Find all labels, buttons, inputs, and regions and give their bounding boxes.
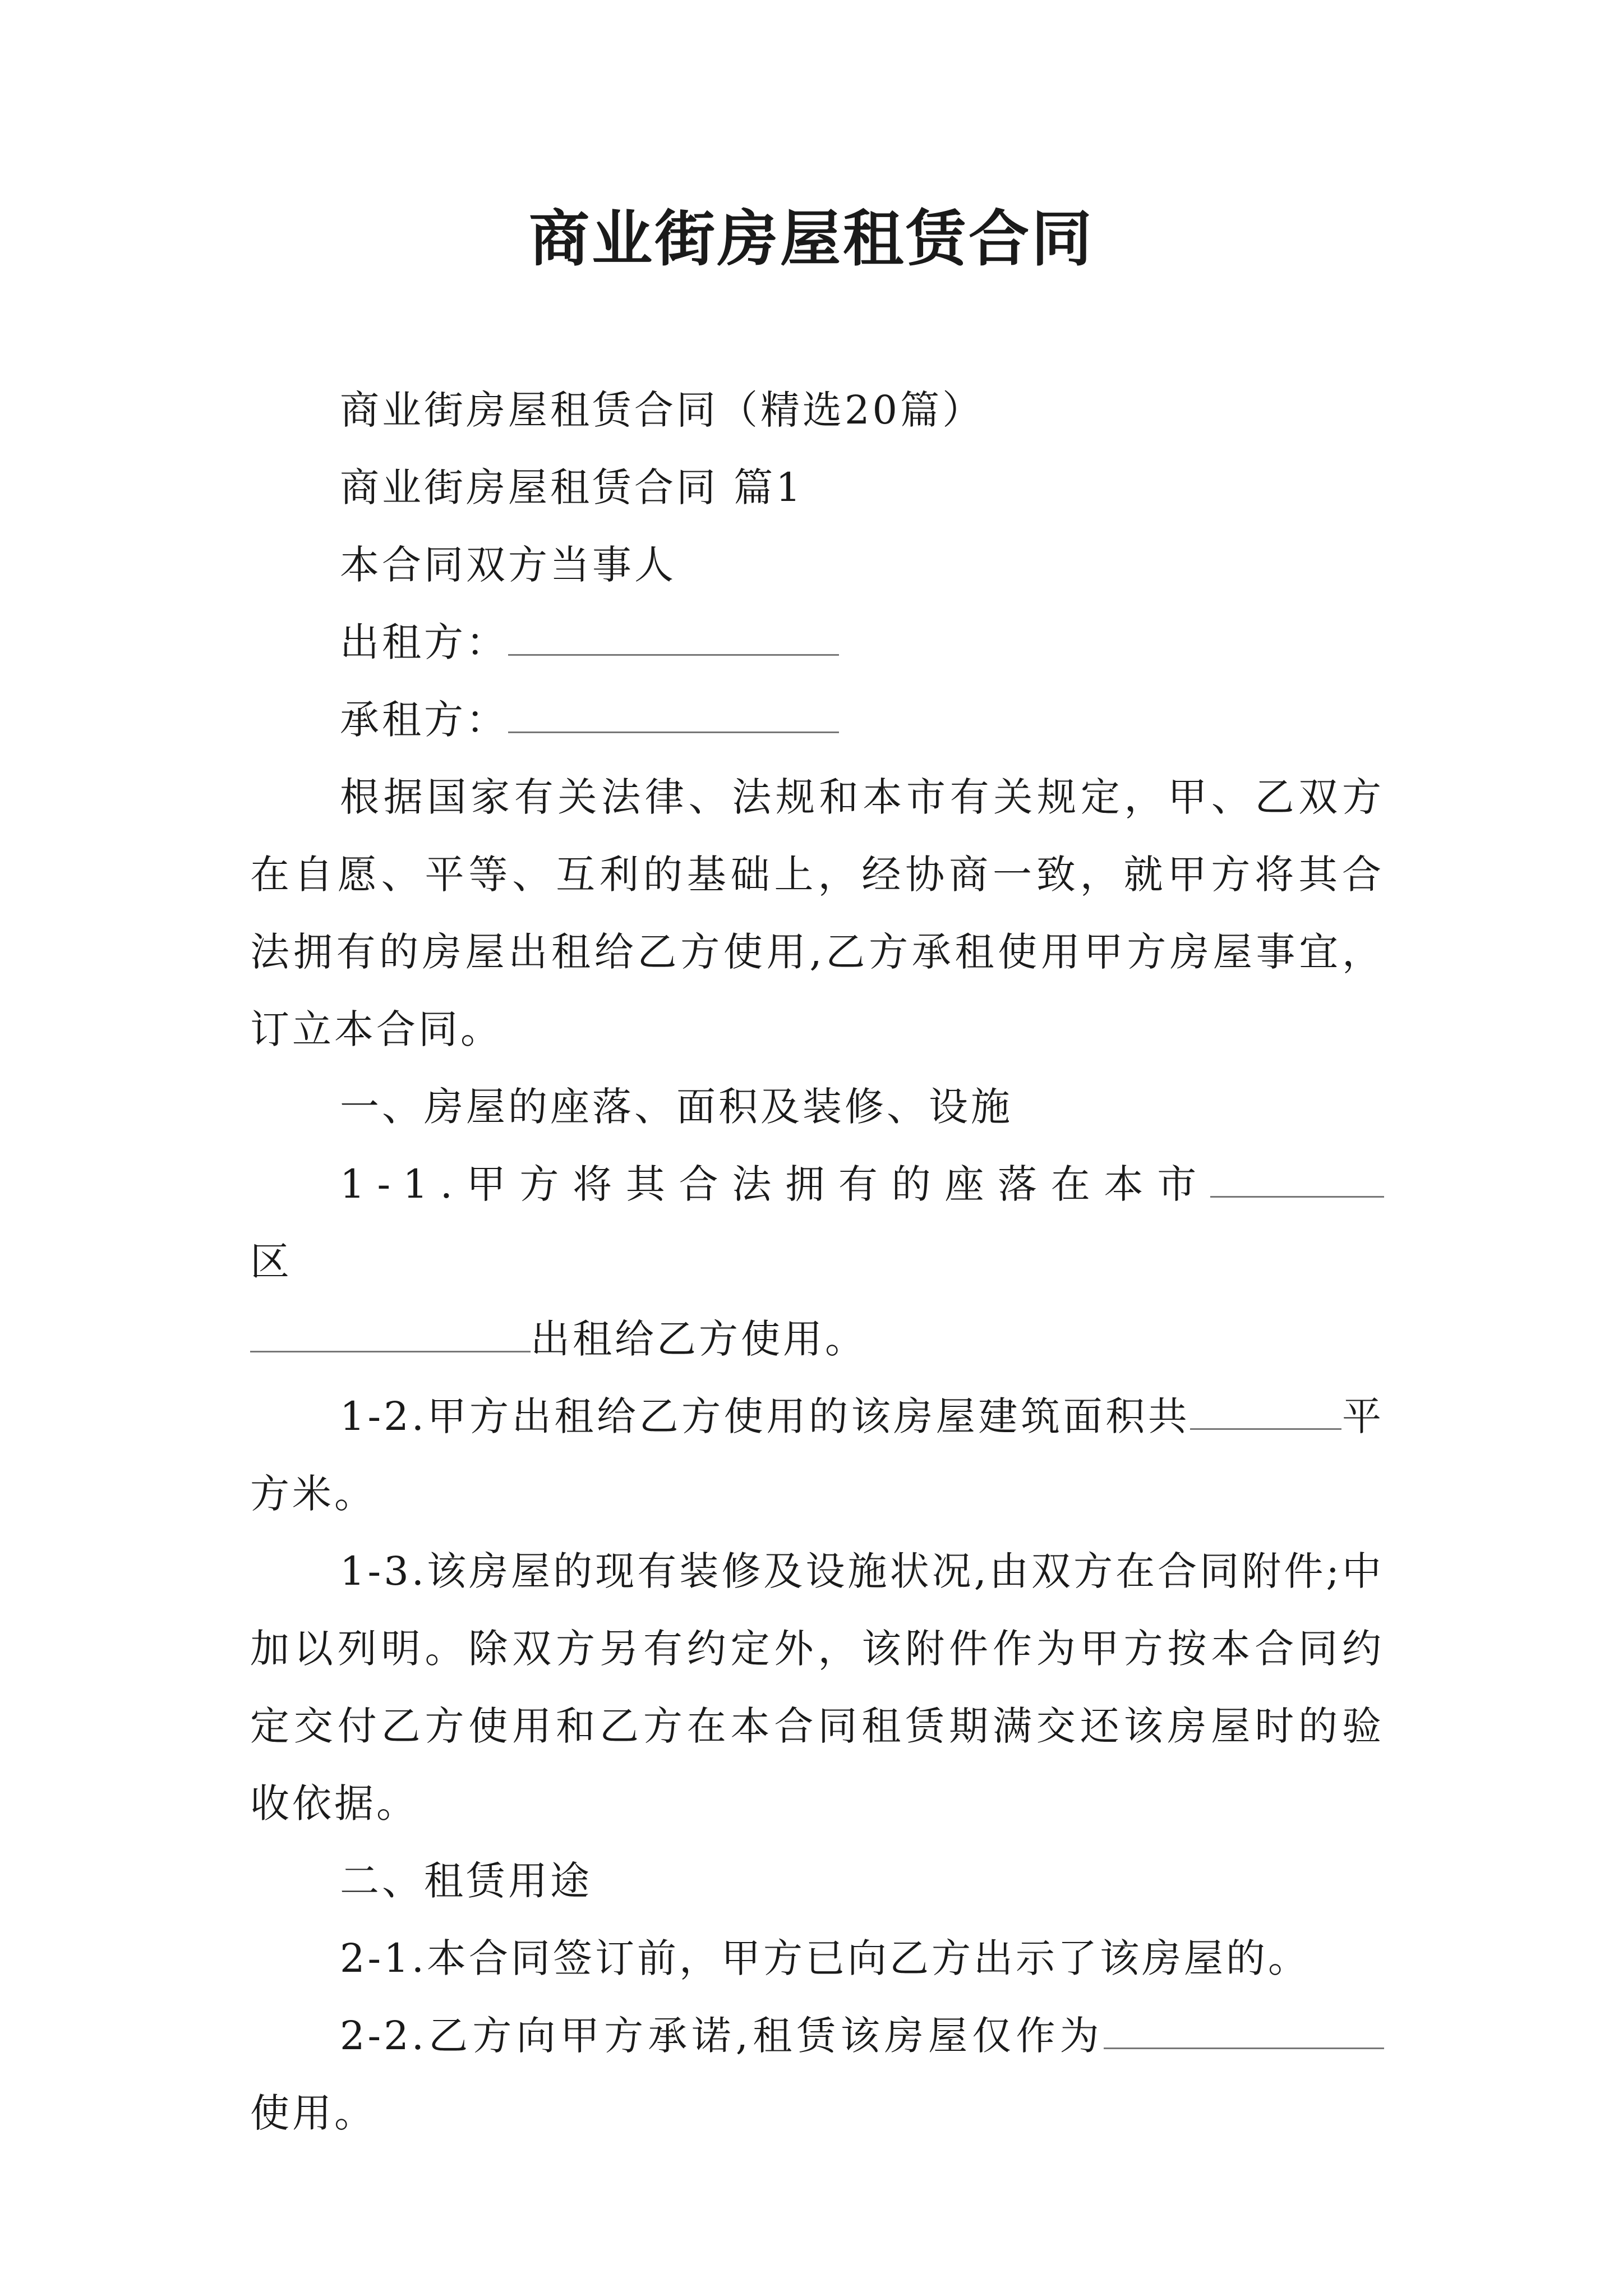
- preamble-paragraph: 根据国家有关法律、法规和本市有关规定，甲、乙双方在自愿、平等、互利的基础上，经协商一致，就甲方将其合法拥有的房屋出租给乙方使用,乙方承租使用甲方房屋事宜，订立本合同。: [250, 774, 1384, 1052]
- clause-1-1-text: 1-1.甲方将其合法拥有的座落在本市: [340, 1161, 1210, 1207]
- area-blank: [1190, 1397, 1341, 1430]
- lessee-label: 承租方：: [340, 697, 508, 743]
- parties-line: 本合同双方当事人: [340, 542, 676, 588]
- clause-1-2-unit: 平方米。: [250, 1393, 1384, 1517]
- district-blank: [1210, 1165, 1384, 1198]
- part-heading: 商业街房屋租赁合同 篇1: [340, 464, 804, 510]
- document-body: [250, 371, 1384, 2152]
- usage-blank: [1104, 2016, 1384, 2049]
- clause-2-2-end: 使用。: [250, 2090, 376, 2136]
- address-blank: [250, 1319, 531, 1352]
- clause-2-1: 2-1.本合同签订前，甲方已向乙方出示了该房屋的。: [340, 1935, 1310, 1981]
- lessee-line: [250, 681, 1384, 758]
- document-title: 商业街房屋租赁合同: [528, 204, 1094, 274]
- clause-1-1-district: 区: [250, 1239, 302, 1285]
- clause-2-2-text: 2-2.乙方向甲方承诺,租赁该房屋仅作为: [340, 2013, 1104, 2059]
- section-2-heading: 二、租赁用途: [340, 1858, 592, 1904]
- clause-2-2: [250, 1997, 1384, 2152]
- lessee-blank: [508, 700, 839, 733]
- clause-1-1: [250, 1145, 1384, 1300]
- clause-1-3: 1-3.该房屋的现有装修及设施状况,由双方在合同附件;中加以列明。除双方另有约定外，该附件作为甲方按本合同约定交付乙方使用和乙方在本合同租赁期满交还该房屋时的验收依据。: [250, 1548, 1384, 1826]
- clause-1-1-cont: [250, 1300, 1384, 1378]
- clause-1-1-end: 出租给乙方使用。: [531, 1316, 867, 1362]
- lessor-blank: [508, 623, 839, 656]
- lessor-line: [250, 604, 1384, 681]
- clause-1-2-text: 1-2.甲方出租给乙方使用的该房屋建筑面积共: [340, 1393, 1191, 1439]
- lessor-label: 出租方：: [340, 619, 508, 665]
- subtitle: 商业街房屋租赁合同（精选20篇）: [340, 387, 985, 433]
- section-1-heading: 一、房屋的座落、面积及装修、设施: [340, 1084, 1013, 1130]
- clause-1-2: [250, 1378, 1384, 1533]
